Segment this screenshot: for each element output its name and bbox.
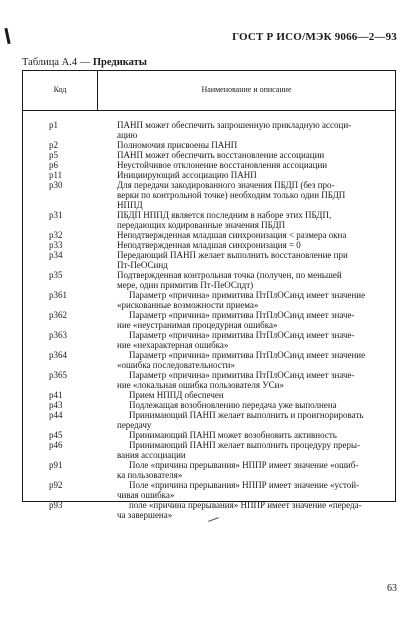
document-code: ГОСТ Р ИСО/МЭК 9066—2—93 [232, 31, 397, 43]
description-line: Параметр «причина» примитива ПтПлОСинд имеет значение [129, 290, 366, 300]
table-caption-label: Таблица А.4 — [22, 57, 93, 68]
predicates-table [22, 70, 396, 520]
predicate-description [117, 480, 385, 500]
predicate-code: p91 [49, 460, 63, 470]
predicate-code: p1 [49, 120, 58, 130]
predicate-description [117, 330, 385, 350]
description-line: «рискованные возможности приема» [117, 300, 259, 310]
table-header [23, 71, 395, 111]
description-line: чивая ошибка» [117, 490, 175, 500]
description-line: ние «неустранимая процедурная ошибка» [117, 320, 278, 330]
predicate-code: p365 [49, 370, 67, 380]
predicate-code: p31 [49, 210, 63, 220]
description-line: ПАНП может обеспечить восстановление ассоциации [117, 150, 325, 160]
predicate-code: p363 [49, 330, 67, 340]
description-line: ацию [117, 130, 138, 140]
predicate-code: p2 [49, 140, 58, 150]
predicate-description [117, 150, 385, 160]
predicate-code: p93 [49, 500, 63, 510]
predicate-description [117, 430, 385, 440]
predicate-description [117, 410, 385, 430]
predicate-description [117, 160, 385, 170]
description-line: Подтвержденная контрольная точка (получен, по меньшей [117, 270, 342, 280]
predicate-code: p6 [49, 160, 58, 170]
predicate-description [117, 240, 385, 250]
description-line: «ошибка последовательности» [117, 360, 235, 370]
column-header-description: Наименование и описание [201, 85, 292, 94]
predicate-description [117, 210, 385, 230]
table-caption [22, 57, 147, 68]
description-line: ка пользователя» [117, 470, 183, 480]
predicate-description [117, 140, 385, 150]
description-line: ча завершена» [117, 510, 173, 520]
description-line: Неподтвержденная младшая синхронизация = 0 [117, 240, 301, 250]
description-line: Для передачи закодированного значения ПБДП (без про- [117, 180, 335, 190]
predicate-code: p41 [49, 390, 63, 400]
predicate-code: p34 [49, 250, 63, 260]
predicate-code: p35 [49, 270, 63, 280]
predicate-description [117, 290, 385, 310]
description-line: Поле «причина прерывания» НППР имеет значение «ошиб- [129, 460, 359, 470]
description-line: Полномочия присвоены ПАНП [117, 140, 238, 150]
description-line: Прием НППД обеспечен [129, 390, 224, 400]
predicate-code: p92 [49, 480, 63, 490]
predicate-code: p364 [49, 350, 67, 360]
description-line: Пт-ПеОСинд [117, 260, 168, 270]
predicate-code: p30 [49, 180, 63, 190]
description-line: мере, один примитив Пт-ПеОСпдт) [117, 280, 254, 290]
predicate-code: p11 [49, 170, 63, 180]
predicate-description [117, 170, 385, 180]
page-number: 63 [387, 583, 397, 594]
description-line: передающих кодированные значения ПБДП [117, 220, 286, 230]
description-line: Неподтвержденная младшая синхронизация < размера окна [117, 230, 347, 240]
predicate-description [117, 500, 385, 520]
description-line: Неустойчивое отклонение восстановления ассоциации [117, 160, 328, 170]
table-caption-title: Предикаты [92, 57, 147, 68]
description-line: ние «локальная ошибка пользователя УСи» [117, 380, 284, 390]
description-line: ние «нехарактерная ошибка» [117, 340, 229, 350]
predicate-description [117, 460, 385, 480]
predicate-description [117, 120, 385, 140]
predicate-code: p32 [49, 230, 63, 240]
predicate-code: p44 [49, 410, 63, 420]
predicate-description [117, 370, 385, 390]
predicate-description [117, 440, 385, 460]
description-line: Подлежащая возобновлению передача уже выполнена [129, 400, 337, 410]
description-line: Принимающий ПАНП желает выполнить и проигнорировать [129, 410, 364, 420]
predicate-code: p361 [49, 290, 67, 300]
description-line: Передающий ПАНП желает выполнить восстановление при [117, 250, 348, 260]
description-line: Принимающий ПАНП может возобновить активность [129, 430, 337, 440]
scan-mark [4, 28, 10, 44]
description-line: Параметр «причина» примитива ПтПлОСинд имеет значе- [129, 370, 355, 380]
predicate-description [117, 400, 385, 410]
description-line: Поле «причина прерывания» НППР имеет значение «устой- [129, 480, 360, 490]
predicate-description [117, 310, 385, 330]
column-header-code: Код [53, 85, 67, 94]
description-line: передачу [117, 420, 152, 430]
description-line: Параметр «причина» примитива ПтПлОСинд имеет значе- [129, 330, 355, 340]
description-line: Параметр «причина» примитива ПтПлОСинд имеет значение [129, 350, 366, 360]
description-line: верки по контрольной точке) необходим только один ПБДП [117, 190, 346, 200]
description-line: НППД [117, 200, 143, 210]
description-line: поле «причина прерывания» НППР имеет значение «переда- [129, 500, 362, 510]
predicate-code: p43 [49, 400, 63, 410]
predicate-code: p5 [49, 150, 58, 160]
description-line: ПБДП НППД является последним в наборе этих ПБДП, [117, 210, 332, 220]
predicate-description [117, 230, 385, 240]
description-line: ПАНП может обеспечить запрошенную прикладную ассоци- [117, 120, 352, 130]
predicate-code: p33 [49, 240, 63, 250]
description-line: Инициирующий ассоциацию ПАНП [117, 170, 257, 180]
predicate-description [117, 180, 385, 210]
predicate-description [117, 270, 385, 290]
predicate-description [117, 250, 385, 270]
description-line: Принимающий ПАНП желает выполнить процедуру преры- [129, 440, 361, 450]
predicate-code: p45 [49, 430, 63, 440]
predicate-description [117, 390, 385, 400]
description-line: Параметр «причина» примитива ПтПлОСинд имеет значе- [129, 310, 355, 320]
predicate-code: p46 [49, 440, 63, 450]
predicate-description [117, 350, 385, 370]
predicate-code: p362 [49, 310, 67, 320]
description-line: вания ассоциации [117, 450, 186, 460]
